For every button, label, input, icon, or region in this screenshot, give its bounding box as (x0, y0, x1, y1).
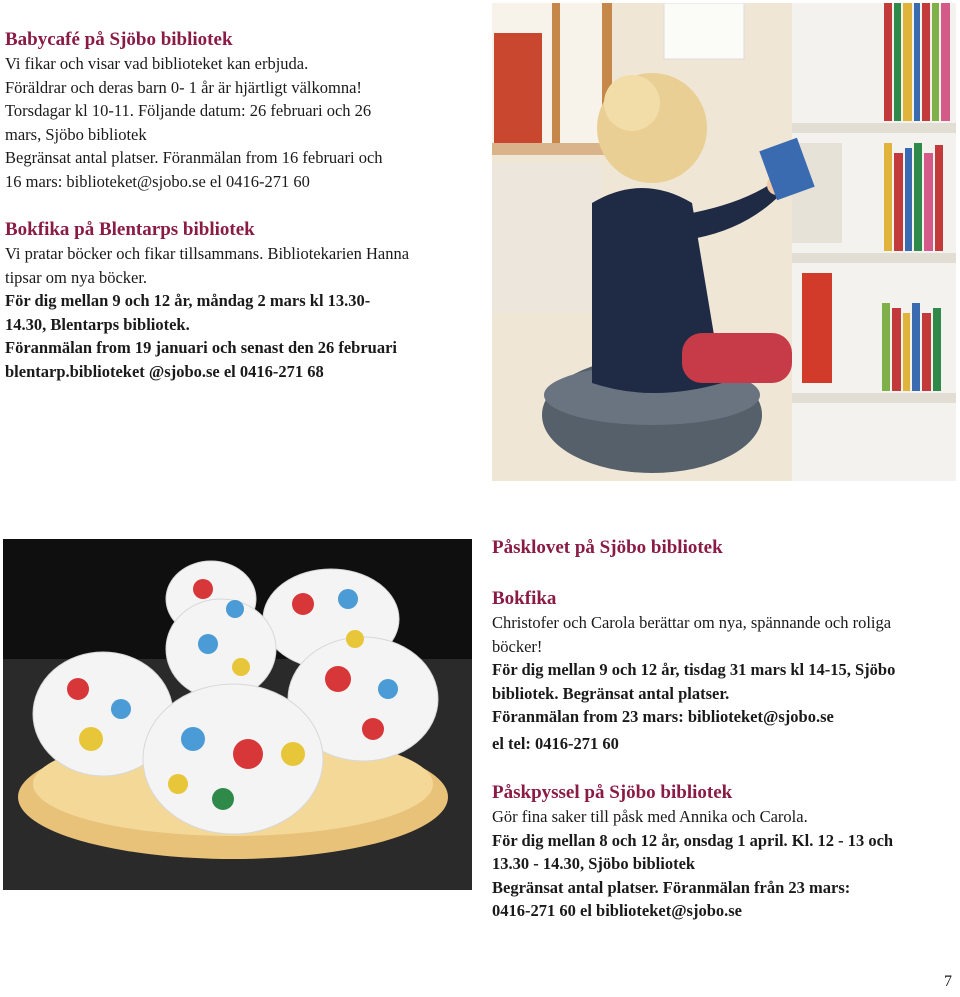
bokfika-section (492, 587, 954, 755)
photo-painted-eggs (3, 539, 472, 890)
babycafe-line: 16 mars: biblioteket@sjobo.se el 0416-271 60 (5, 171, 310, 191)
babycafe-line: Torsdagar kl 10-11. Följande datum: 26 februari och 26 (5, 101, 372, 120)
blentarp-bold-line: blentarp.biblioteket @sjobo.se el 0416-271 68 (5, 361, 324, 381)
easter-title: Påsklovet på Sjöbo bibliotek (492, 537, 723, 558)
paskpyssel-section (492, 781, 954, 923)
easter-section (492, 536, 954, 560)
paskpyssel-bold-line: 13.30 - 14.30, Sjöbo bibliotek (492, 854, 696, 873)
babycafe-line: Vi fikar och visar vad biblioteket kan erbjuda. (5, 54, 309, 73)
paskpyssel-bold-line: Begränsat antal platser. Föranmälan från 23 mars: (492, 877, 851, 897)
babycafe-line: Föräldrar och deras barn 0- 1 år är hjärtligt välkomna! (5, 77, 362, 97)
babycafe-heading: Babycafé på Sjöbo bibliotek (5, 29, 233, 50)
bokfika-line: böcker! (492, 636, 543, 656)
blentarp-section (5, 218, 475, 383)
blentarp-heading: Bokfika på Blentarps bibliotek (5, 219, 255, 240)
photo-child-reading (492, 3, 956, 481)
babycafe-line: Begränsat antal platser. Föranmälan from 16 februari och (5, 148, 383, 167)
paskpyssel-line: Gör fina saker till påsk med Annika och Carola. (492, 807, 808, 826)
paskpyssel-bold-line: För dig mellan 8 och 12 år, onsdag 1 april. Kl. 12 - 13 och (492, 830, 894, 850)
blentarp-bold-line: För dig mellan 9 och 12 år, måndag 2 mars kl 13.30- (5, 291, 371, 310)
paskpyssel-bold-line: 0416-271 60 el biblioteket@sjobo.se (492, 901, 743, 920)
paskpyssel-heading: Påskpyssel på Sjöbo bibliotek (492, 782, 733, 803)
bokfika-bold-line: el tel: 0416-271 60 (492, 733, 619, 753)
blentarp-bold-line: Föranmälan from 19 januari och senast den 26 februari (5, 338, 398, 357)
bokfika-heading: Bokfika (492, 588, 557, 609)
blentarp-line: tipsar om nya böcker. (5, 267, 148, 287)
bokfika-bold-line: bibliotek. Begränsat antal platser. (492, 683, 730, 703)
blentarp-line: Vi pratar böcker och fikar tillsammans. Bibliotekarien Hanna (5, 244, 410, 263)
babycafe-section (5, 28, 475, 193)
page-number: 7 (944, 973, 952, 990)
bokfika-bold-line: För dig mellan 9 och 12 år, tisdag 31 mars kl 14-15, Sjöbo (492, 660, 896, 679)
babycafe-line: mars, Sjöbo bibliotek (5, 124, 147, 144)
bokfika-bold-line: Föranmälan from 23 mars: biblioteket@sjobo.se (492, 707, 834, 726)
blentarp-bold-line: 14.30, Blentarps bibliotek. (5, 314, 190, 334)
bokfika-line: Christofer och Carola berättar om nya, spännande och roliga (492, 613, 892, 632)
